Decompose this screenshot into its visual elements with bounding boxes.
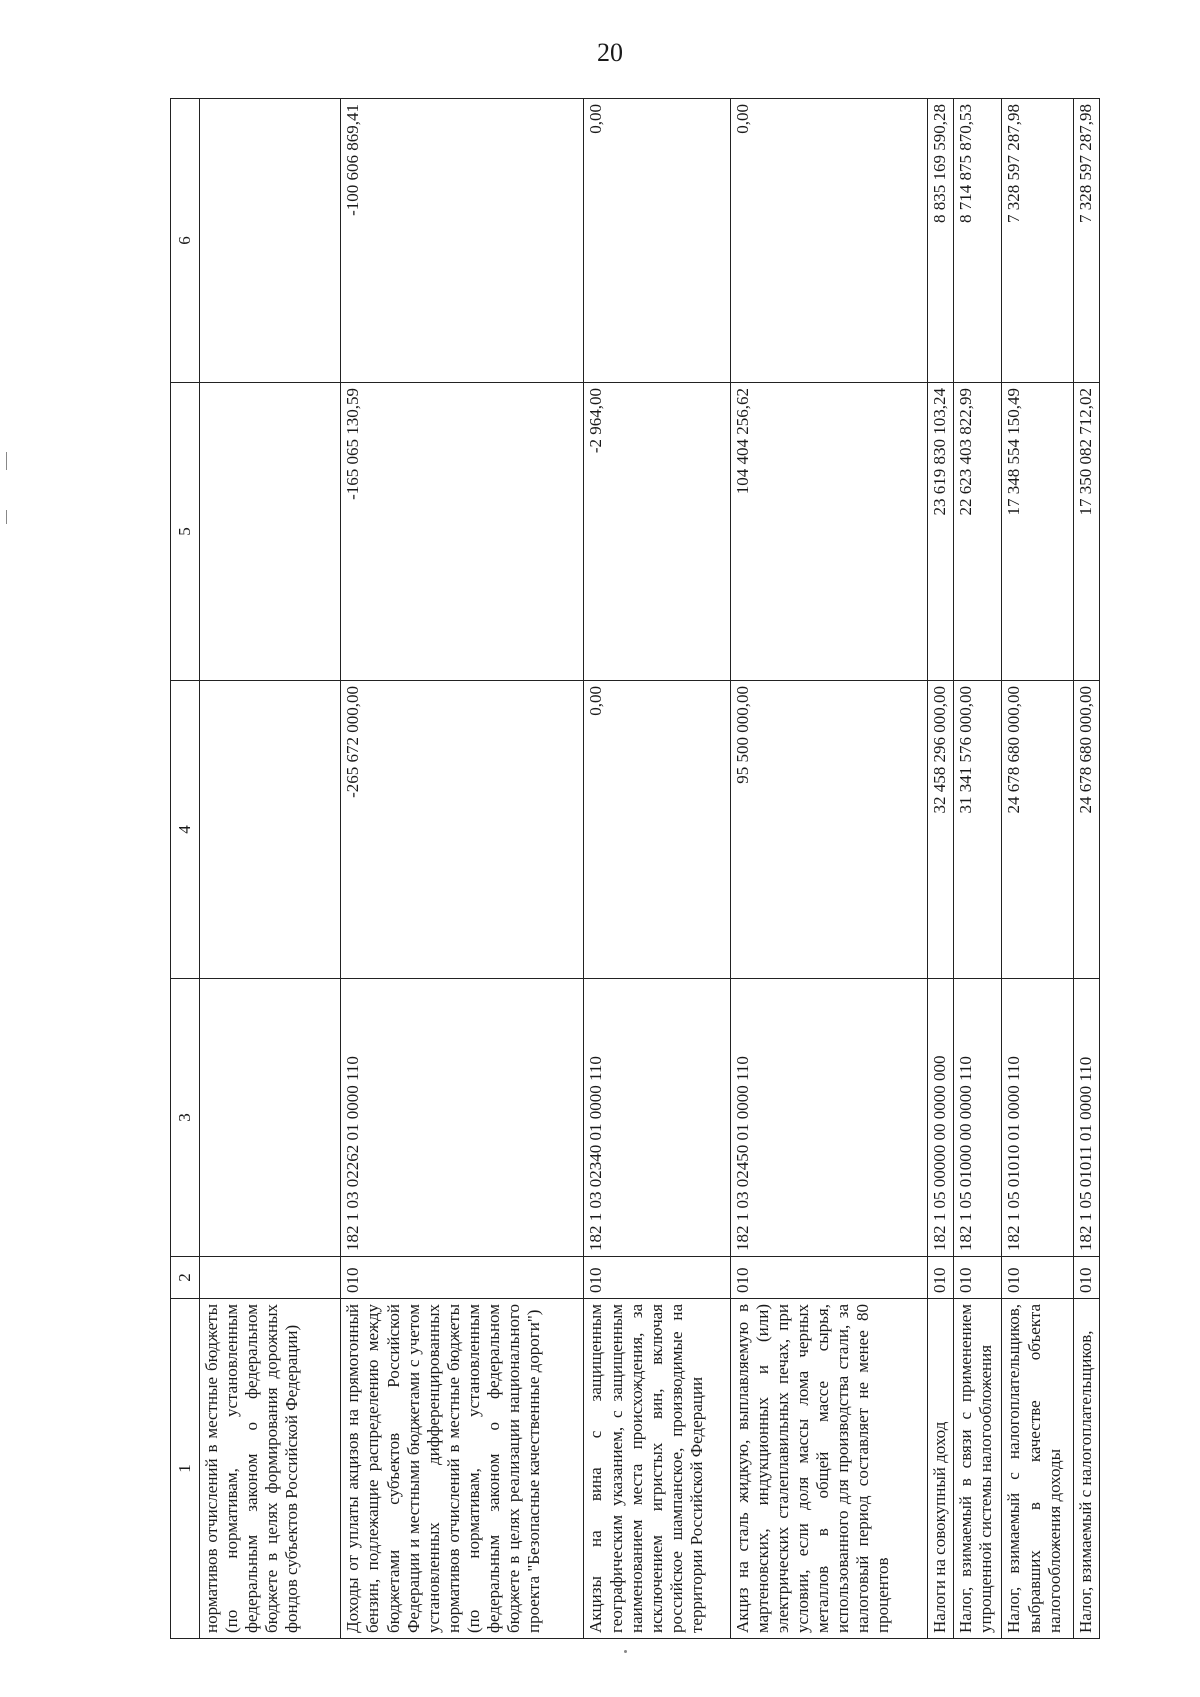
- row-name: Налог, взимаемый с налогоплательщиков, выбравших в качестве объекта налогообложения доходы: [1002, 1299, 1073, 1639]
- row-kbk: 182 1 05 00000 00 0000 000: [928, 979, 954, 1257]
- row-code: 010: [928, 1257, 954, 1299]
- row-plan: [200, 681, 341, 979]
- row-name: Налог, взимаемый в связи с применением упрощенной системы налогообложения: [954, 1299, 1002, 1639]
- table-row: [954, 99, 1002, 1639]
- row-kbk: 182 1 05 01011 01 0000 110: [1073, 979, 1099, 1257]
- row-diff: 8 835 169 590,28: [928, 99, 954, 383]
- table-row: [341, 99, 584, 1639]
- table-row: [731, 99, 928, 1639]
- page-number: 20: [597, 38, 623, 67]
- row-name: Акциз на сталь жидкую, выплавляемую в мартеновских, индукционных и (или) электрических сталеплавильных печах, при условии, если доля массы лома черных металлов в общей массе сырья, использованного для производства стали, за налоговый период составляет не менее 80 процентов: [731, 1299, 928, 1639]
- row-name: Налоги на совокупный доход: [928, 1299, 954, 1639]
- table-row: [584, 99, 731, 1639]
- header-row: [171, 99, 200, 1639]
- row-diff: 7 328 597 287,98: [1073, 99, 1099, 383]
- column-header: 3: [171, 979, 200, 1257]
- column-header: 5: [171, 383, 200, 681]
- row-diff: 0,00: [584, 99, 731, 383]
- row-fact: 22 623 403 822,99: [954, 383, 1002, 681]
- row-code: 010: [731, 1257, 928, 1299]
- row-fact: 17 350 082 712,02: [1073, 383, 1099, 681]
- row-diff: 7 328 597 287,98: [1002, 99, 1073, 383]
- row-plan: 24 678 680 000,00: [1002, 681, 1073, 979]
- scan-mark: [6, 452, 7, 470]
- row-code: 010: [1073, 1257, 1099, 1299]
- row-fact: 23 619 830 103,24: [928, 383, 954, 681]
- row-plan: -265 672 000,00: [341, 681, 584, 979]
- row-kbk: [200, 979, 341, 1257]
- row-name: нормативов отчислений в местные бюджеты (по нормативам, установленным федеральным законом о федеральном бюджете в целях формирования дорожных фондов субъектов Российской Федерации): [200, 1299, 341, 1639]
- table-row: [1073, 99, 1099, 1639]
- row-name: Налог, взимаемый с налогоплательщиков,: [1073, 1299, 1099, 1639]
- row-fact: -165 065 130,59: [341, 383, 584, 681]
- row-plan: 0,00: [584, 681, 731, 979]
- column-header: 1: [171, 1299, 200, 1639]
- row-fact: -2 964,00: [584, 383, 731, 681]
- row-code: 010: [341, 1257, 584, 1299]
- column-header: 6: [171, 99, 200, 383]
- row-code: 010: [1002, 1257, 1073, 1299]
- row-fact: 104 404 256,62: [731, 383, 928, 681]
- row-kbk: 182 1 03 02262 01 0000 110: [341, 979, 584, 1257]
- table-row: [928, 99, 954, 1639]
- rotated-table-wrapper: [170, 99, 1100, 1639]
- row-kbk: 182 1 05 01010 01 0000 110: [1002, 979, 1073, 1257]
- row-name: Доходы от уплаты акцизов на прямогонный бензин, подлежащие распределению между бюджетами субъектов Российской Федерации и местными бюджетами с учетом установленных дифференцированных нормативов отчислений в местные бюджеты (по нормативам, установленным федеральным законом о федеральном бюджете в целях реализации национального проекта "Безопасные качественные дороги"): [341, 1299, 584, 1639]
- row-diff: [200, 99, 341, 383]
- table-row: [1002, 99, 1073, 1639]
- scan-mark: [624, 1650, 627, 1653]
- row-kbk: 182 1 03 02340 01 0000 110: [584, 979, 731, 1257]
- row-kbk: 182 1 03 02450 01 0000 110: [731, 979, 928, 1257]
- table-row: [200, 99, 341, 1639]
- budget-table: [170, 98, 1100, 1639]
- row-fact: [200, 383, 341, 681]
- row-plan: 31 341 576 000,00: [954, 681, 1002, 979]
- row-name: Акцизы на вина с защищенным географическим указанием, с защищенным наименованием места происхождения, за исключением игристых вин, включая российское шампанское, производимые на территории Российской Федерации: [584, 1299, 731, 1639]
- row-diff: 0,00: [731, 99, 928, 383]
- row-plan: 24 678 680 000,00: [1073, 681, 1099, 979]
- row-diff: 8 714 875 870,53: [954, 99, 1002, 383]
- column-header: 2: [171, 1257, 200, 1299]
- row-plan: 95 500 000,00: [731, 681, 928, 979]
- row-kbk: 182 1 05 01000 00 0000 110: [954, 979, 1002, 1257]
- scan-mark: [6, 510, 7, 524]
- row-code: [200, 1257, 341, 1299]
- row-diff: -100 606 869,41: [341, 99, 584, 383]
- row-code: 010: [954, 1257, 1002, 1299]
- column-header: 4: [171, 681, 200, 979]
- row-code: 010: [584, 1257, 731, 1299]
- row-plan: 32 458 296 000,00: [928, 681, 954, 979]
- row-fact: 17 348 554 150,49: [1002, 383, 1073, 681]
